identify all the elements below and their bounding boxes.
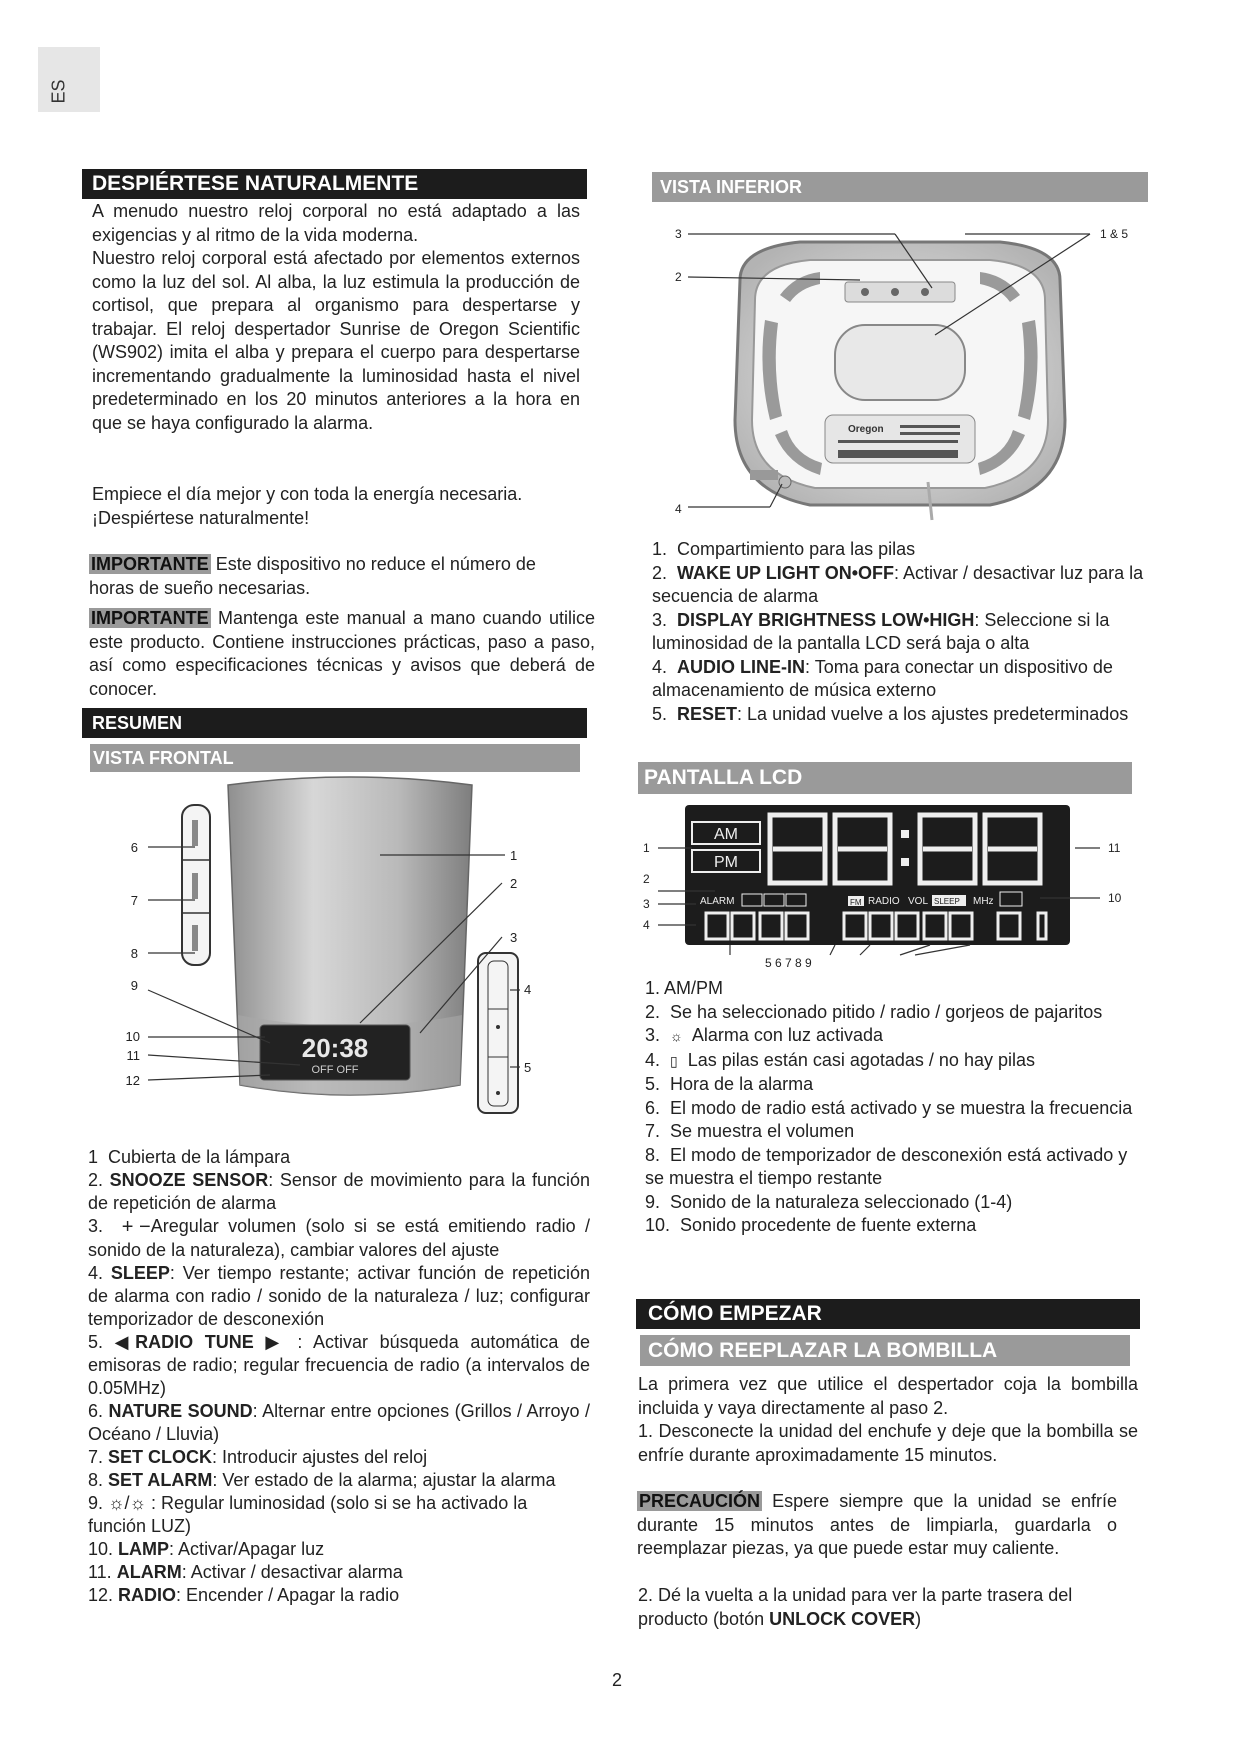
intro-text: A menudo nuestro reloj corporal no está adaptado a las exigencias y al ritmo de la vida moderna. Nuestro reloj corporal está afectado por elementos externos como la luz del sol. Al alba, la luz estimula la producción de cortisol, que prepara al organismo para despertarse y trabajar. El reloj despertador Sunrise de Oregon Scientific (WS902) imita el alba y prepara el cuerpo para despertarse incrementando gradualmente la luminosidad hasta el nivel predeterminado en los 20 minutos anteriores a la hora en que se haya configurado la alarma.: [92, 201, 580, 433]
importante-1: IMPORTANTE Este dispositivo no reduce el número de horas de sueño necesarias.: [89, 554, 536, 598]
list-item: 4. AUDIO LINE-IN: Toma para conectar un dispositivo de almacenamiento de música externo: [652, 656, 1113, 700]
svg-text:3: 3: [675, 227, 682, 241]
section-header-despiertese: DESPIÉRTESE NATURALMENTE: [82, 169, 587, 199]
svg-text:11: 11: [126, 1048, 140, 1063]
section-header-pantalla-lcd: PANTALLA LCD: [638, 762, 1132, 794]
list-item: 6. El modo de radio está activado y se muestra la frecuencia: [645, 1097, 1133, 1118]
list-item: 2. WAKE UP LIGHT ON•OFF: Activar / desactivar luz para la secuencia de alarma: [652, 562, 1144, 606]
right-arrow-icon: ▶: [265, 1331, 286, 1352]
svg-text:2: 2: [510, 876, 518, 891]
list-item: 3. ☼ Alarma con luz activada: [645, 1025, 883, 1045]
svg-text:OFF OFF: OFF OFF: [311, 1064, 359, 1076]
list-item: 1. AM/PM: [645, 978, 724, 998]
list-item: 5. RESET: La unidad vuelve a los ajustes predeterminados: [652, 703, 1129, 724]
section-header-como-empezar: CÓMO EMPEZAR: [636, 1299, 1140, 1329]
list-item: 11. ALARM: Activar / desactivar alarma: [88, 1561, 403, 1582]
list-item: 6. NATURE SOUND: Alternar entre opciones (Grillos / Arroyo / Océano / Lluvia): [88, 1400, 590, 1444]
list-item: 2. Se ha seleccionado pitido / radio / gorjeos de pajaritos: [645, 1001, 1103, 1022]
svg-text:3: 3: [643, 897, 650, 911]
plus-minus-icon: + −: [121, 1215, 151, 1238]
list-item: 9. ☼/☼ : Regular luminosidad (solo si se ha activado la función LUZ): [88, 1492, 528, 1536]
bottom-view-diagram: [670, 220, 1150, 530]
svg-text:VOL: VOL: [908, 896, 929, 907]
svg-text:5 6 7 8 9: 5 6 7 8 9: [765, 956, 812, 970]
language-tab: [38, 47, 100, 112]
svg-text:12: 12: [125, 1073, 140, 1088]
svg-text:SLEEP: SLEEP: [934, 897, 960, 906]
front-items-list: [88, 1146, 590, 1607]
svg-text:AM: AM: [714, 826, 738, 843]
svg-text:9: 9: [130, 978, 138, 993]
lcd-items-list: [645, 977, 1145, 1238]
svg-text:4: 4: [675, 502, 682, 516]
svg-text:1 & 5: 1 & 5: [1100, 227, 1129, 241]
list-item: 10. LAMP: Activar/Apagar luz: [88, 1538, 325, 1559]
list-item: 5. Hora de la alarma: [645, 1074, 814, 1094]
svg-text:1: 1: [510, 848, 518, 863]
front-view-diagram: [120, 775, 540, 1130]
svg-text:MHz: MHz: [973, 896, 994, 907]
importante-badge: IMPORTANTE: [91, 608, 209, 628]
list-item: 8. El modo de temporizador de desconexión está activado y se muestra el tiempo restante: [645, 1144, 1128, 1188]
left-arrow-icon: ◀: [114, 1331, 136, 1352]
list-item: 5. ◀RADIO TUNE ▶ : Activar búsqueda automática de emisoras de radio; regular frecuencia de radio (a intervalos de 0.05MHz): [88, 1331, 590, 1398]
svg-text:20:38: 20:38: [301, 1033, 369, 1063]
list-item: 2. SNOOZE SENSOR: Sensor de movimiento para la función de repetición de alarma: [88, 1170, 590, 1213]
remote-strip: [478, 953, 518, 1113]
importante-2: IMPORTANTE Mantenga este manual a mano cuando utilice este producto. Contiene instrucciones prácticas, paso a paso, así como especificaciones técnicas y avisos que deberá de conocer.: [89, 608, 595, 699]
step2-text: 2. Dé la vuelta a la unidad para ver la parte trasera del producto (botón UNLOCK COVER): [638, 1585, 1073, 1629]
sun-icon: ☼: [670, 1028, 683, 1044]
svg-text:4: 4: [524, 982, 532, 997]
precaucion-text: PRECAUCIÓN Espere siempre que la unidad se enfríe durante 15 minutos antes de limpiarla, guardarla o reemplazar piezas, ya que puede estar muy caliente.: [637, 1491, 1117, 1558]
svg-text:7: 7: [130, 893, 138, 908]
battery-icon: ▯: [670, 1052, 678, 1069]
svg-text:RADIO: RADIO: [868, 896, 900, 907]
list-item: 12. RADIO: Encender / Apagar la radio: [88, 1584, 400, 1605]
svg-text:6: 6: [130, 840, 138, 855]
list-item: 1. Compartimiento para las pilas: [652, 539, 916, 559]
precaucion-badge: PRECAUCIÓN: [639, 1491, 761, 1511]
svg-text:2: 2: [643, 872, 650, 886]
svg-text:8: 8: [130, 946, 138, 961]
svg-text:1: 1: [643, 841, 650, 855]
list-item: 7. SET CLOCK: Introducir ajustes del reloj: [88, 1446, 428, 1467]
svg-text:PM: PM: [714, 854, 738, 871]
brightness-icon: ☼/☼: [108, 1492, 147, 1513]
list-item: 1 Cubierta de la lámpara: [88, 1147, 291, 1167]
svg-text:10: 10: [1108, 891, 1122, 905]
list-item: 7. Se muestra el volumen: [645, 1121, 855, 1141]
svg-text:2: 2: [675, 270, 682, 284]
list-item: 8. SET ALARM: Ver estado de la alarma; ajustar la alarma: [88, 1469, 556, 1490]
page-number: 2: [612, 1670, 623, 1690]
bombilla-text: La primera vez que utilice el despertador coja la bombilla incluida y vaya directamente al paso 2. 1. Desconecte la unidad del enchufe y deje que la bombilla se enfríe durante aproximadamente 15 minutos.: [638, 1374, 1138, 1465]
list-item: 3. + −Aregular volumen (solo si se está emitiendo radio / sonido de la naturaleza), cambiar valores del ajuste: [88, 1215, 590, 1260]
section-header-vista-inferior: VISTA INFERIOR: [652, 172, 1148, 202]
list-item: 3. DISPLAY BRIGHTNESS LOW•HIGH: Seleccione si la luminosidad de la pantalla LCD será baja o alta: [652, 609, 1110, 653]
empiece-text: Empiece el día mejor y con toda la energía necesaria. ¡Despiértese naturalmente!: [92, 484, 523, 528]
svg-text:Oregon: Oregon: [848, 424, 884, 435]
svg-text:10: 10: [125, 1029, 140, 1044]
svg-text:5: 5: [524, 1060, 532, 1075]
lcd-panel: [685, 805, 1070, 945]
svg-text:3: 3: [510, 930, 518, 945]
svg-text:4: 4: [643, 918, 650, 932]
battery-cover: [835, 325, 965, 400]
svg-text:11: 11: [1108, 841, 1121, 855]
bottom-items-list: [652, 538, 1150, 726]
importante-badge: IMPORTANTE: [91, 554, 209, 574]
section-header-resumen: RESUMEN: [82, 708, 587, 738]
section-header-bombilla: CÓMO REEPLAZAR LA BOMBILLA: [640, 1335, 1130, 1366]
list-item: 4. ▯ Las pilas están casi agotadas / no hay pilas: [645, 1049, 1035, 1070]
language-tab-label: ES: [48, 79, 69, 104]
list-item: 9. Sonido de la naturaleza seleccionado (1-4): [645, 1191, 1013, 1212]
lcd-diagram: [640, 800, 1140, 970]
list-item: 10. Sonido procedente de fuente externa: [645, 1215, 977, 1235]
list-item: 4. SLEEP: Ver tiempo restante; activar función de repetición de alarma con radio / sonido de la naturaleza / luz; configurar temporizador de desconexión: [88, 1262, 590, 1329]
section-header-vista-frontal: VISTA FRONTAL: [90, 744, 580, 772]
svg-text:ALARM: ALARM: [700, 896, 735, 907]
svg-text:FM: FM: [850, 898, 862, 907]
